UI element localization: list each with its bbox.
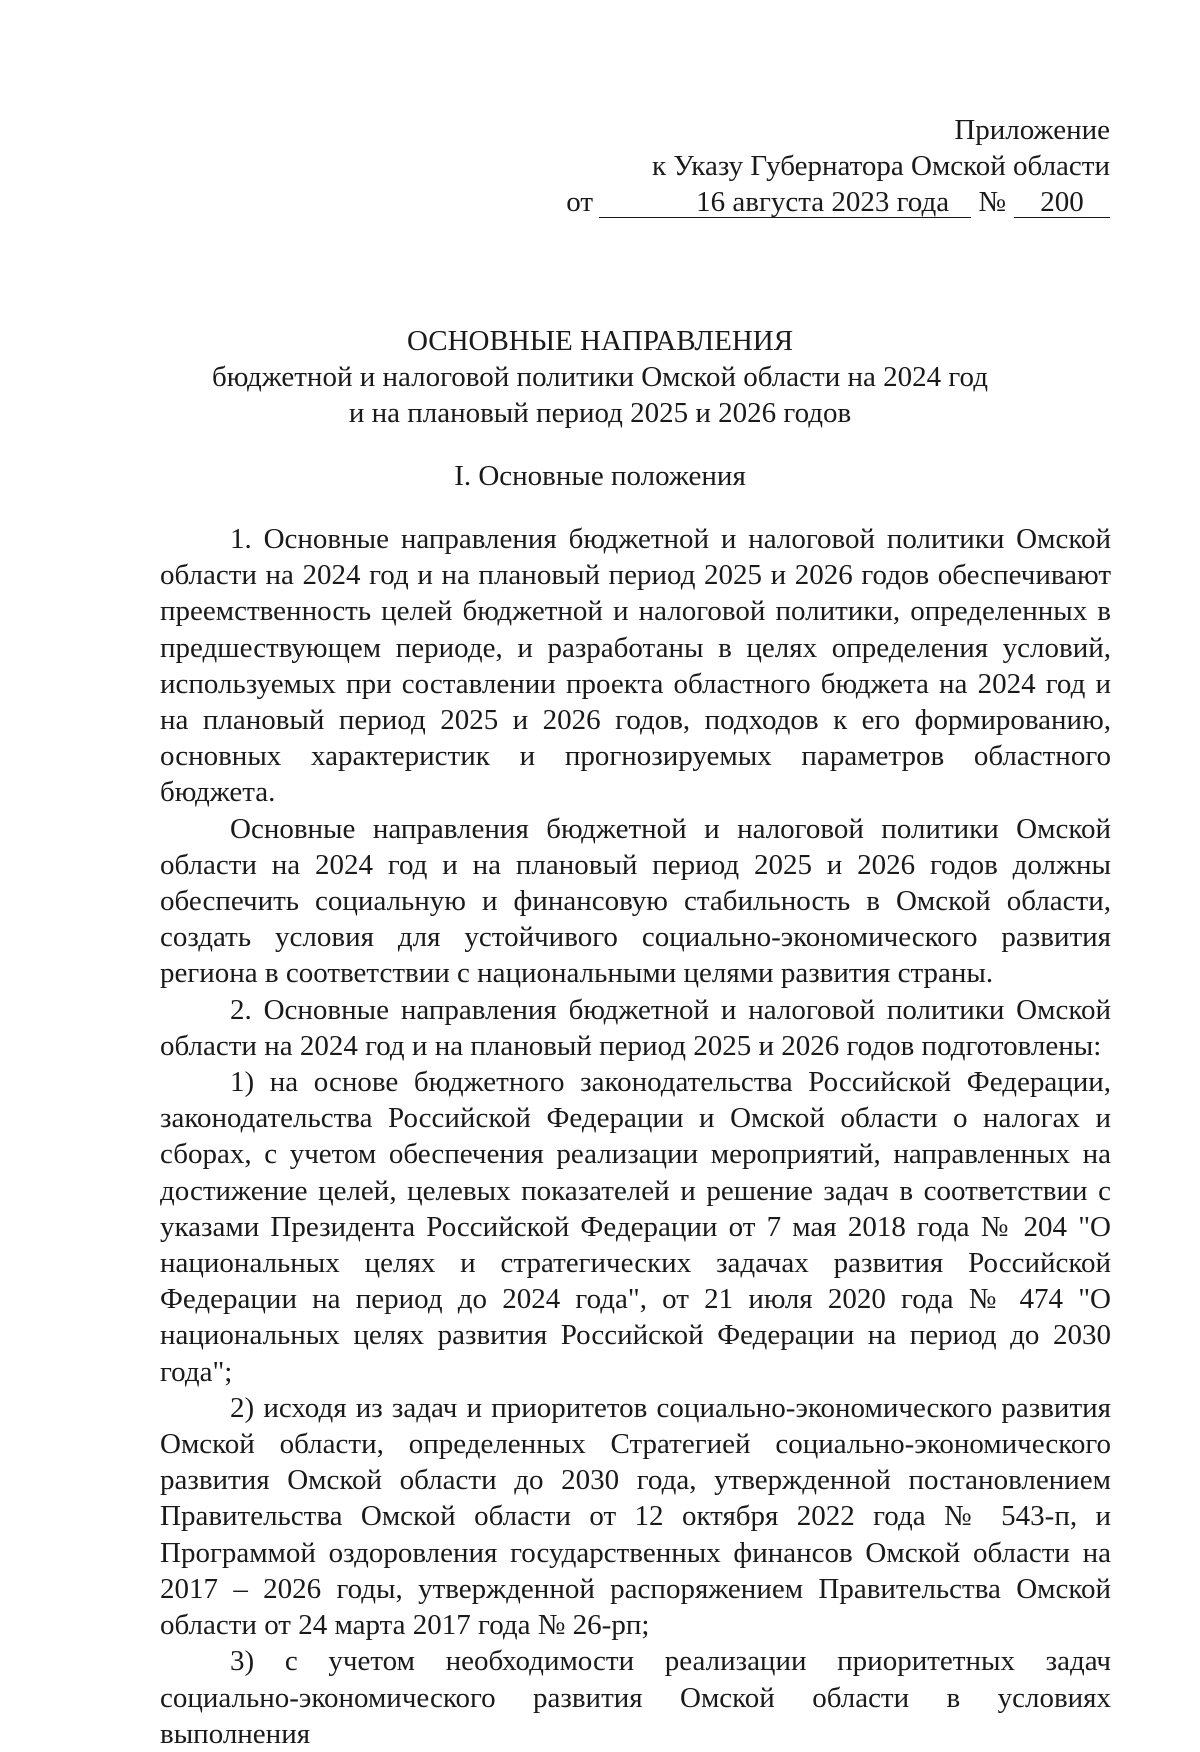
paragraph: 3) с учетом необходимости реализации приоритетных задач социально-экономического развития Омской области в условиях выполнения	[160, 1645, 1111, 1750]
section-heading: I. Основные положения	[454, 460, 746, 492]
paragraph: 1) на основе бюджетного законодательства Российской Федерации, законодательства Российской Федерации и Омской области о налогах и сборах, с учетом обеспечения реализации мероприятий, направленных на достижение целей, целевых показателей и решение задач в соответствии с указами Президента Российской Федерации от 7 мая 2018 года № 204 "О национальных целях и стратегических задачах развития Российской Федерации на период до 2024 года", от 21 июля 2020 года № 474 "О национальных целях развития Российской Федерации на период до 2030 года";	[160, 1066, 1111, 1388]
document-body	[160, 521, 1111, 1752]
paragraph: Основные направления бюджетной и налоговой политики Омской области на 2024 год и на плановый период 2025 и 2026 годов должны обеспечить социальную и финансовую стабильность в Омской области, создать условия для устойчивого социально-экономического развития региона в соответствии с национальными целями развития страны.	[160, 812, 1111, 990]
decree-number: 200	[1014, 187, 1110, 218]
title-main: ОСНОВНЫЕ НАПРАВЛЕНИЯ	[406, 325, 794, 357]
title-line-3: и на плановый период 2025 и 2026 годов	[348, 397, 852, 429]
decree-date-number-line	[566, 184, 1110, 220]
from-label: от	[566, 186, 594, 218]
number-sign: №	[978, 186, 1006, 218]
appendix-header	[566, 112, 1110, 220]
paragraph: 2. Основные направления бюджетной и налоговой политики Омской области на 2024 год и на плановый период 2025 и 2026 годов подготовлены:	[160, 993, 1111, 1062]
document-title	[0, 323, 1200, 431]
paragraph: 2) исходя из задач и приоритетов социально-экономического развития Омской области, определенных Стратегией социально-экономического развития Омской области до 2030 года, утвержденной постановлением Правительства Омской области от 12 октября 2022 года № 543-п, и Программой оздоровления государственных финансов Омской области на 2017 – 2026 годы, утвержденной распоряжением Правительства Омской области от 24 марта 2017 года № 26-рп;	[160, 1391, 1111, 1642]
decree-reference: к Указу Губернатора Омской области	[651, 150, 1110, 182]
appendix-label: Приложение	[954, 114, 1110, 146]
decree-date: 16 августа 2023 года	[599, 187, 971, 218]
title-line-2: бюджетной и налоговой политики Омской области на 2024 год	[212, 361, 988, 393]
paragraph: 1. Основные направления бюджетной и налоговой политики Омской области на 2024 год и на плановый период 2025 и 2026 годов обеспечивают преемственность целей бюджетной и налоговой политики, определенных в предшествующем периоде, и разработаны в целях определения условий, используемых при составлении проекта областного бюджета на 2024 год и на плановый период 2025 и 2026 годов, подходов к его формированию, основных характеристик и прогнозируемых параметров областного бюджета.	[160, 523, 1111, 809]
